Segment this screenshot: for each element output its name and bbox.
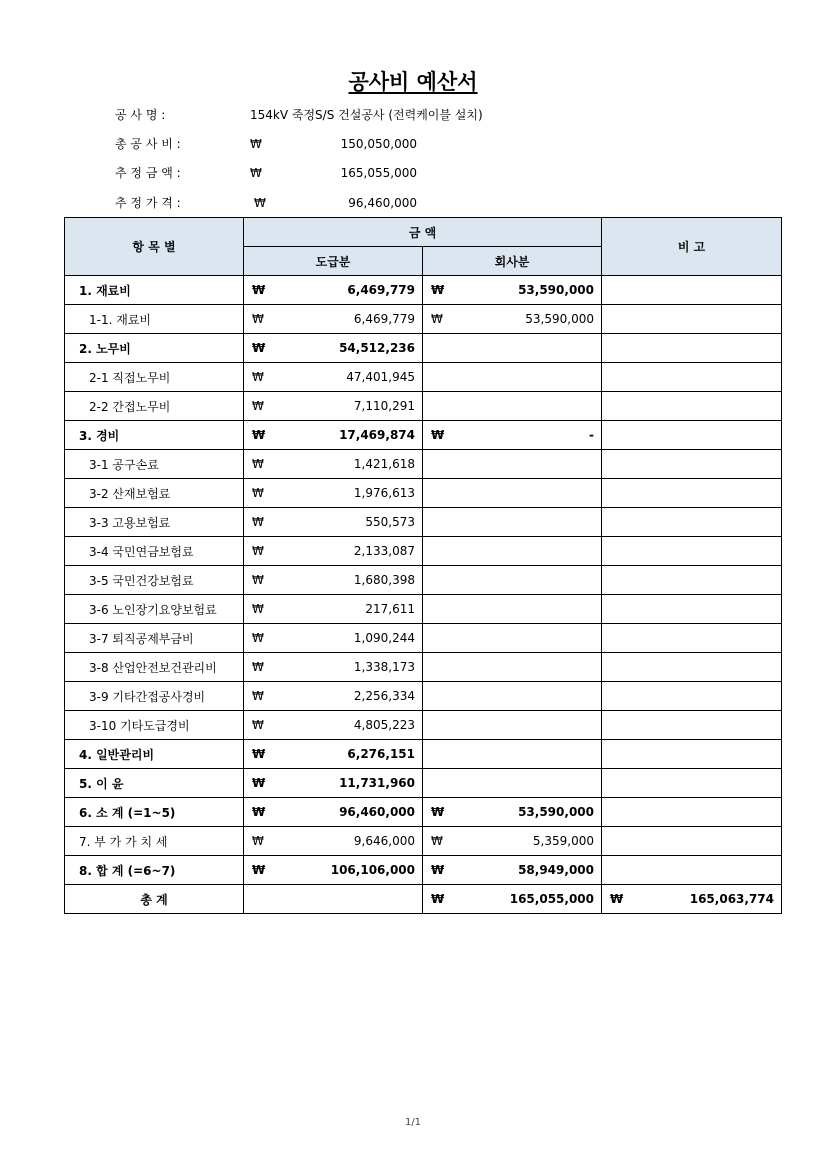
contract-amount-cell	[244, 508, 423, 537]
contract-amount-cell	[244, 856, 423, 885]
amount-value: 47,401,945	[346, 370, 415, 384]
won-sign: ₩	[431, 892, 445, 906]
budget-table	[64, 217, 782, 914]
won-sign: ₩	[250, 166, 262, 180]
won-sign: ₩	[250, 137, 262, 151]
item-label: 3-6 노인장기요양보험료	[65, 595, 244, 624]
remark-cell	[602, 305, 782, 334]
item-label: 3-10 기타도급경비	[65, 711, 244, 740]
table-row	[65, 537, 782, 566]
company-amount-cell	[423, 595, 602, 624]
won-sign: ₩	[431, 312, 443, 326]
amount-value: 1,090,244	[353, 631, 415, 645]
table-row	[65, 595, 782, 624]
company-amount-cell	[423, 334, 602, 363]
company-amount-cell	[423, 450, 602, 479]
company-amount-cell	[423, 885, 602, 914]
contract-amount-cell	[244, 711, 423, 740]
won-sign: ₩	[252, 834, 264, 848]
item-label: 6. 소 계 (=1~5)	[65, 798, 244, 827]
contract-amount-cell	[244, 537, 423, 566]
table-row	[65, 479, 782, 508]
company-amount-cell	[423, 827, 602, 856]
amount-value: 106,106,000	[330, 863, 415, 877]
amount-value: 6,469,779	[353, 312, 415, 326]
item-label: 2-1 직접노무비	[65, 363, 244, 392]
info-amount: 165,055,000	[340, 166, 417, 180]
won-sign: ₩	[252, 718, 264, 732]
amount-value: 217,611	[365, 602, 415, 616]
remark-cell	[602, 508, 782, 537]
remark-cell	[602, 595, 782, 624]
remark-cell	[602, 421, 782, 450]
item-label: 3-5 국민건강보험료	[65, 566, 244, 595]
won-sign: ₩	[252, 428, 266, 442]
won-sign: ₩	[431, 805, 445, 819]
won-sign: ₩	[252, 544, 264, 558]
amount-value: 165,063,774	[689, 892, 774, 906]
company-amount-cell	[423, 363, 602, 392]
contract-amount-cell	[244, 624, 423, 653]
contract-amount-cell	[244, 421, 423, 450]
amount-value: 1,976,613	[353, 486, 415, 500]
item-label: 3-4 국민연금보험료	[65, 537, 244, 566]
amount-value: 5,359,000	[532, 834, 594, 848]
header-company: 회사분	[423, 247, 602, 276]
table-row	[65, 450, 782, 479]
remark-cell	[602, 276, 782, 305]
amount-value: 9,646,000	[353, 834, 415, 848]
won-sign: ₩	[252, 631, 264, 645]
total-label: 총 계	[65, 885, 244, 914]
won-sign: ₩	[252, 747, 266, 761]
company-amount-cell	[423, 566, 602, 595]
remark-cell	[602, 856, 782, 885]
amount-value: 17,469,874	[339, 428, 415, 442]
company-amount-cell	[423, 711, 602, 740]
header-remark: 비 고	[602, 218, 782, 276]
company-amount-cell	[423, 392, 602, 421]
item-label: 5. 이 윤	[65, 769, 244, 798]
amount-value: 1,421,618	[353, 457, 415, 471]
item-label: 4. 일반관리비	[65, 740, 244, 769]
remark-cell	[602, 537, 782, 566]
document-title-text: 공사비 예산서	[348, 70, 478, 94]
contract-amount-cell	[244, 885, 423, 914]
item-label: 1. 재료비	[65, 276, 244, 305]
item-label: 1-1. 재료비	[65, 305, 244, 334]
amount-value: 4,805,223	[353, 718, 415, 732]
table-body	[65, 276, 782, 914]
contract-amount-cell	[244, 305, 423, 334]
info-amount: 150,050,000	[340, 137, 417, 151]
item-label: 3-1 공구손료	[65, 450, 244, 479]
item-label: 3-9 기타간접공사경비	[65, 682, 244, 711]
won-sign: ₩	[252, 776, 266, 790]
info-label: 추 정 금 액 :	[115, 166, 181, 180]
contract-amount-cell	[244, 479, 423, 508]
contract-amount-cell	[244, 740, 423, 769]
remark-cell	[602, 450, 782, 479]
won-sign: ₩	[252, 341, 266, 355]
table-row	[65, 682, 782, 711]
amount-value: 53,590,000	[518, 805, 594, 819]
info-estimated-price	[0, 193, 826, 213]
won-sign: ₩	[252, 515, 264, 529]
item-label: 2-2 간접노무비	[65, 392, 244, 421]
contract-amount-cell	[244, 798, 423, 827]
company-amount-cell	[423, 421, 602, 450]
table-row	[65, 334, 782, 363]
company-amount-cell	[423, 740, 602, 769]
won-sign: ₩	[431, 283, 445, 297]
amount-value: 96,460,000	[339, 805, 415, 819]
info-amount: 96,460,000	[348, 196, 417, 210]
amount-value: 58,949,000	[518, 863, 594, 877]
company-amount-cell	[423, 798, 602, 827]
contract-amount-cell	[244, 334, 423, 363]
contract-amount-cell	[244, 276, 423, 305]
remark-cell	[602, 392, 782, 421]
company-amount-cell	[423, 856, 602, 885]
remark-cell	[602, 363, 782, 392]
amount-value: 11,731,960	[339, 776, 415, 790]
won-sign: ₩	[252, 370, 264, 384]
company-amount-cell	[423, 479, 602, 508]
company-amount-cell	[423, 682, 602, 711]
amount-value: 2,133,087	[353, 544, 415, 558]
contract-amount-cell	[244, 769, 423, 798]
amount-value: 2,256,334	[353, 689, 415, 703]
won-sign: ₩	[252, 457, 264, 471]
header-amount: 금 액	[244, 218, 602, 247]
header-contract: 도급분	[244, 247, 423, 276]
table-row	[65, 856, 782, 885]
amount-value: -	[589, 428, 594, 442]
amount-value: 550,573	[365, 515, 415, 529]
contract-amount-cell	[244, 682, 423, 711]
amount-value: 1,680,398	[353, 573, 415, 587]
won-sign: ₩	[252, 660, 264, 674]
won-sign: ₩	[252, 399, 264, 413]
item-label: 2. 노무비	[65, 334, 244, 363]
table-row	[65, 566, 782, 595]
document-title	[0, 66, 826, 96]
won-sign: ₩	[252, 805, 266, 819]
won-sign: ₩	[431, 428, 445, 442]
info-total-cost	[0, 134, 826, 154]
company-amount-cell	[423, 276, 602, 305]
contract-amount-cell	[244, 450, 423, 479]
info-project-name	[0, 105, 826, 125]
table-row	[65, 392, 782, 421]
item-label: 3-8 산업안전보건관리비	[65, 653, 244, 682]
item-label: 7. 부 가 가 치 세	[65, 827, 244, 856]
remark-cell	[602, 827, 782, 856]
table-row	[65, 653, 782, 682]
remark-cell	[602, 566, 782, 595]
table-row	[65, 624, 782, 653]
remark-cell	[602, 624, 782, 653]
info-value: 154kV 죽정S/S 건설공사 (전력케이블 설치)	[250, 108, 483, 122]
item-label: 3. 경비	[65, 421, 244, 450]
remark-cell	[602, 479, 782, 508]
info-label: 추 정 가 격 :	[115, 196, 181, 210]
company-amount-cell	[423, 769, 602, 798]
won-sign: ₩	[252, 573, 264, 587]
table-row	[65, 798, 782, 827]
company-amount-cell	[423, 537, 602, 566]
won-sign: ₩	[252, 689, 264, 703]
won-sign: ₩	[252, 312, 264, 326]
company-amount-cell	[423, 624, 602, 653]
info-label: 공 사 명 :	[115, 108, 166, 122]
contract-amount-cell	[244, 653, 423, 682]
info-label: 총 공 사 비 :	[115, 137, 181, 151]
remark-cell	[602, 740, 782, 769]
company-amount-cell	[423, 305, 602, 334]
table-row	[65, 740, 782, 769]
amount-value: 54,512,236	[339, 341, 415, 355]
amount-value: 1,338,173	[353, 660, 415, 674]
amount-value: 6,276,151	[347, 747, 415, 761]
item-label: 3-3 고용보험료	[65, 508, 244, 537]
remark-cell	[602, 798, 782, 827]
contract-amount-cell	[244, 827, 423, 856]
table-row	[65, 769, 782, 798]
total-row	[65, 885, 782, 914]
contract-amount-cell	[244, 595, 423, 624]
info-estimated-amount	[0, 163, 826, 183]
contract-amount-cell	[244, 363, 423, 392]
remark-cell	[602, 885, 782, 914]
won-sign: ₩	[610, 892, 624, 906]
amount-value: 6,469,779	[347, 283, 415, 297]
table-row	[65, 508, 782, 537]
remark-cell	[602, 682, 782, 711]
remark-cell	[602, 769, 782, 798]
won-sign: ₩	[252, 863, 266, 877]
table-row	[65, 363, 782, 392]
header-item: 항 목 별	[65, 218, 244, 276]
item-label: 8. 합 계 (=6~7)	[65, 856, 244, 885]
won-sign: ₩	[431, 834, 443, 848]
company-amount-cell	[423, 508, 602, 537]
won-sign: ₩	[252, 486, 264, 500]
contract-amount-cell	[244, 566, 423, 595]
won-sign: ₩	[254, 196, 266, 210]
won-sign: ₩	[252, 283, 266, 297]
table-row	[65, 305, 782, 334]
amount-value: 53,590,000	[525, 312, 594, 326]
page-number: 1/1	[404, 1117, 422, 1128]
amount-value: 53,590,000	[518, 283, 594, 297]
contract-amount-cell	[244, 392, 423, 421]
table-row	[65, 421, 782, 450]
item-label: 3-7 퇴직공제부금비	[65, 624, 244, 653]
remark-cell	[602, 711, 782, 740]
company-amount-cell	[423, 653, 602, 682]
remark-cell	[602, 334, 782, 363]
won-sign: ₩	[252, 602, 264, 616]
amount-value: 7,110,291	[353, 399, 415, 413]
amount-value: 165,055,000	[509, 892, 594, 906]
table-row	[65, 711, 782, 740]
item-label: 3-2 산재보험료	[65, 479, 244, 508]
table-row	[65, 276, 782, 305]
remark-cell	[602, 653, 782, 682]
table-row	[65, 827, 782, 856]
won-sign: ₩	[431, 863, 445, 877]
